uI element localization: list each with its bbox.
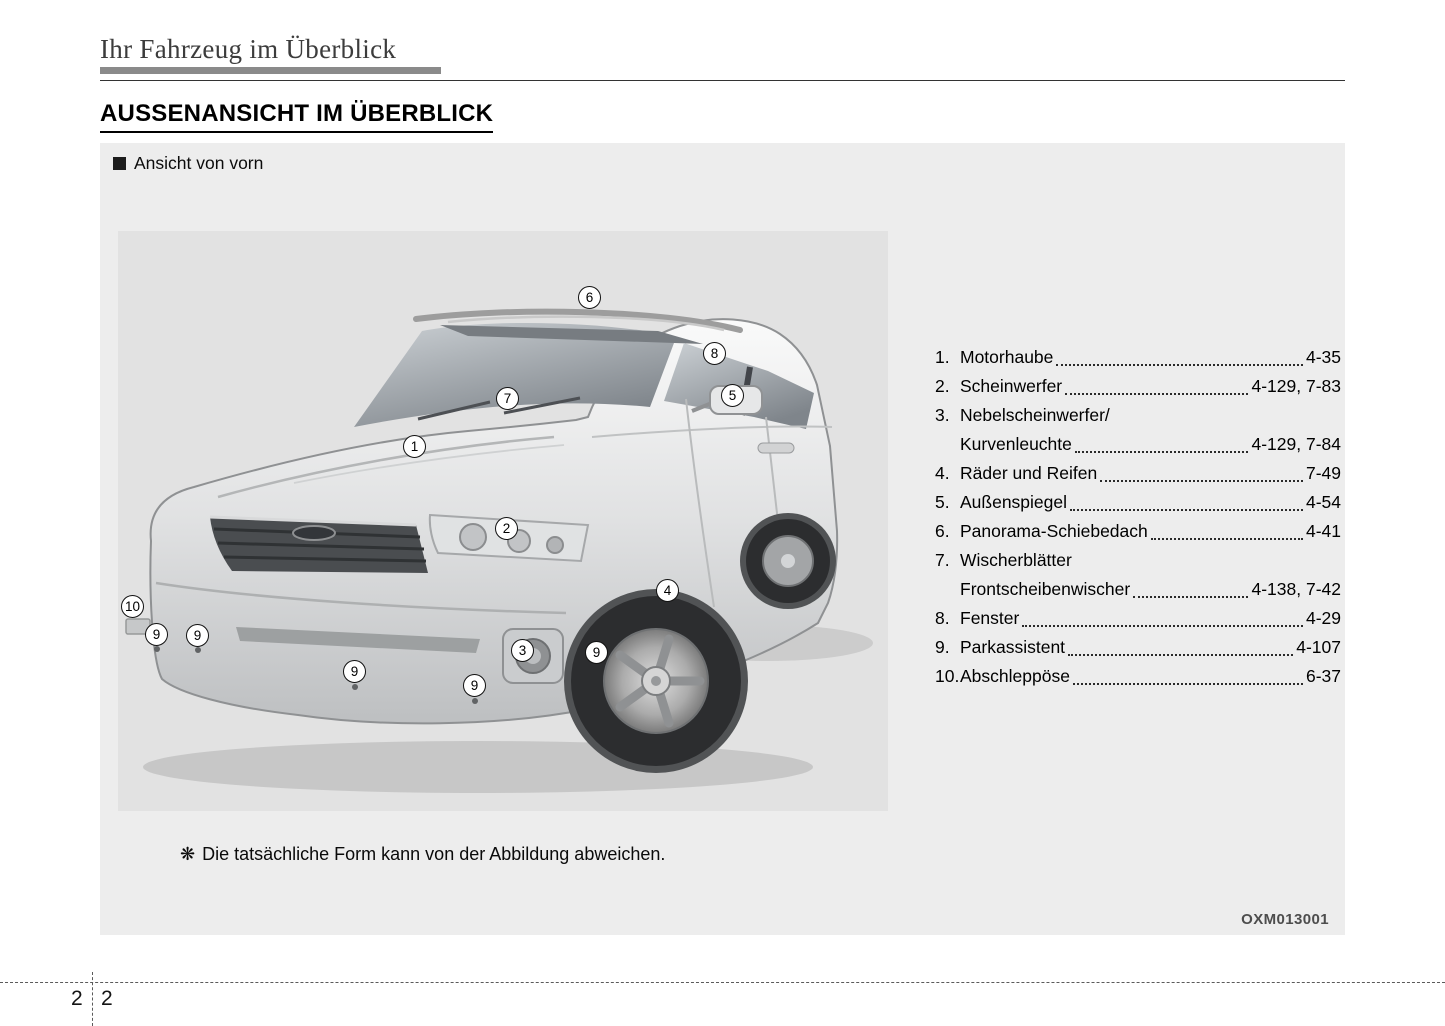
footer-vertical-dashed-line [92,972,93,1026]
callout-sunroof: 6 [578,286,601,309]
legend-row-label: Wischerblätter [960,550,1072,570]
view-label-text: Ansicht von vorn [134,153,264,173]
dot-leader [1067,633,1294,662]
figure-panel [100,143,1345,935]
legend-row-number [935,575,960,604]
callout-tow-hook: 10 [121,595,144,618]
grille [210,517,428,573]
car-illustration [118,231,888,811]
dot-leader [1074,430,1250,459]
dot-leader [1072,662,1304,691]
legend-row-pages: 4-29 [1305,608,1341,628]
legend-row-label: Abschleppöse [960,666,1070,686]
legend-row-pages: 4-129, 7-84 [1251,434,1341,454]
square-bullet-icon [113,157,126,170]
rear-wheel [740,513,836,609]
legend-row-number: 8. [935,608,950,628]
legend-row-panorama-schiebedach [935,517,1341,546]
callout-wiper: 7 [496,387,519,410]
callout-park-sensor-2: 9 [186,624,209,647]
legend-row-number: 9. [935,637,950,657]
legend-row-pages: 4-41 [1305,521,1341,541]
legend-row-frontscheibenwischer [935,575,1341,604]
dot-leader [1112,401,1339,430]
figure-code: OXM013001 [1241,911,1329,928]
legend-row-number: 4. [935,463,950,483]
legend-row-number: 3. [935,405,950,425]
chapter-title-underline-bar [100,67,441,74]
front-wheel [564,589,748,773]
dot-leader [1099,459,1304,488]
legend-row-label: Panorama-Schiebedach [960,521,1148,541]
callout-wheel: 4 [656,579,679,602]
legend-row-label: Frontscheibenwischer [960,579,1131,599]
door-handle [758,443,794,453]
legend-row-aussenspiegel [935,488,1341,517]
figure-note [180,844,665,865]
legend-row-number: 10. [935,666,960,686]
legend-row-pages: 7-49 [1305,463,1341,483]
dot-leader [1064,372,1249,401]
legend-row-label: Fenster [960,608,1020,628]
legend-row-label: Kurvenleuchte [960,434,1072,454]
legend-row-pages: 6-37 [1305,666,1341,686]
legend-row-number [935,430,960,459]
legend-row-label: Räder und Reifen [960,463,1098,483]
dot-leader [1132,575,1249,604]
page-number: 2 [101,987,113,1010]
chapter-title: Ihr Fahrzeug im Überblick [100,34,397,64]
callout-headlight: 2 [495,517,518,540]
view-label [113,153,263,174]
legend-row-number: 1. [935,347,950,367]
callout-hood: 1 [403,435,426,458]
callout-fog-light: 3 [511,639,534,662]
section-title [100,100,493,128]
legend-row-number: 6. [935,521,950,541]
legend-row-pages: 4-35 [1305,347,1341,367]
dot-leader [1021,604,1304,633]
dot-leader [1074,546,1339,575]
callout-park-sensor-3: 9 [343,660,366,683]
legend-row-nebelscheinwerfer [935,401,1341,430]
dot-leader [1069,488,1304,517]
legend-row-label: Außenspiegel [960,492,1068,512]
legend-row-pages: 4-129, 7-83 [1251,376,1341,396]
legend-row-number: 2. [935,376,950,396]
legend-row-label: Motorhaube [960,347,1054,367]
legend-row-label: Parkassistent [960,637,1066,657]
legend-row-pages: 4-54 [1305,492,1341,512]
legend-row-raeder-und-reifen [935,459,1341,488]
callout-park-sensor-4: 9 [463,674,486,697]
legend-row-motorhaube [935,343,1341,372]
callout-park-sensor-1: 9 [145,623,168,646]
legend-row-parkassistent [935,633,1341,662]
legend-row-number: 7. [935,550,950,570]
callout-window: 8 [703,342,726,365]
legend-list [935,343,1341,691]
legend-row-pages: 4-107 [1296,637,1341,657]
page-number-chapter: 2 [71,987,83,1010]
legend-row-wischerblaetter [935,546,1341,575]
callout-park-sensor-5: 9 [585,641,608,664]
dot-leader [1150,517,1304,546]
legend-row-fenster [935,604,1341,633]
asterisk-icon: ❋ [180,844,196,864]
callout-mirror: 5 [721,384,744,407]
legend-row-label: Nebelscheinwerfer/ [960,405,1110,425]
dot-leader [1055,343,1304,372]
legend-row-abschleppoese [935,662,1341,691]
figure-note-text: Die tatsächliche Form kann von der Abbildung abweichen. [202,844,666,864]
section-title-text: AUSSENANSICHT IM ÜBERBLICK [100,100,493,133]
legend-row-pages: 4-138, 7-42 [1251,579,1341,599]
header-rule [100,80,1345,81]
legend-row-kurvenleuchte [935,430,1341,459]
legend-row-number: 5. [935,492,950,512]
footer-dashed-rule [0,982,1445,983]
legend-row-scheinwerfer [935,372,1341,401]
legend-row-label: Scheinwerfer [960,376,1063,396]
